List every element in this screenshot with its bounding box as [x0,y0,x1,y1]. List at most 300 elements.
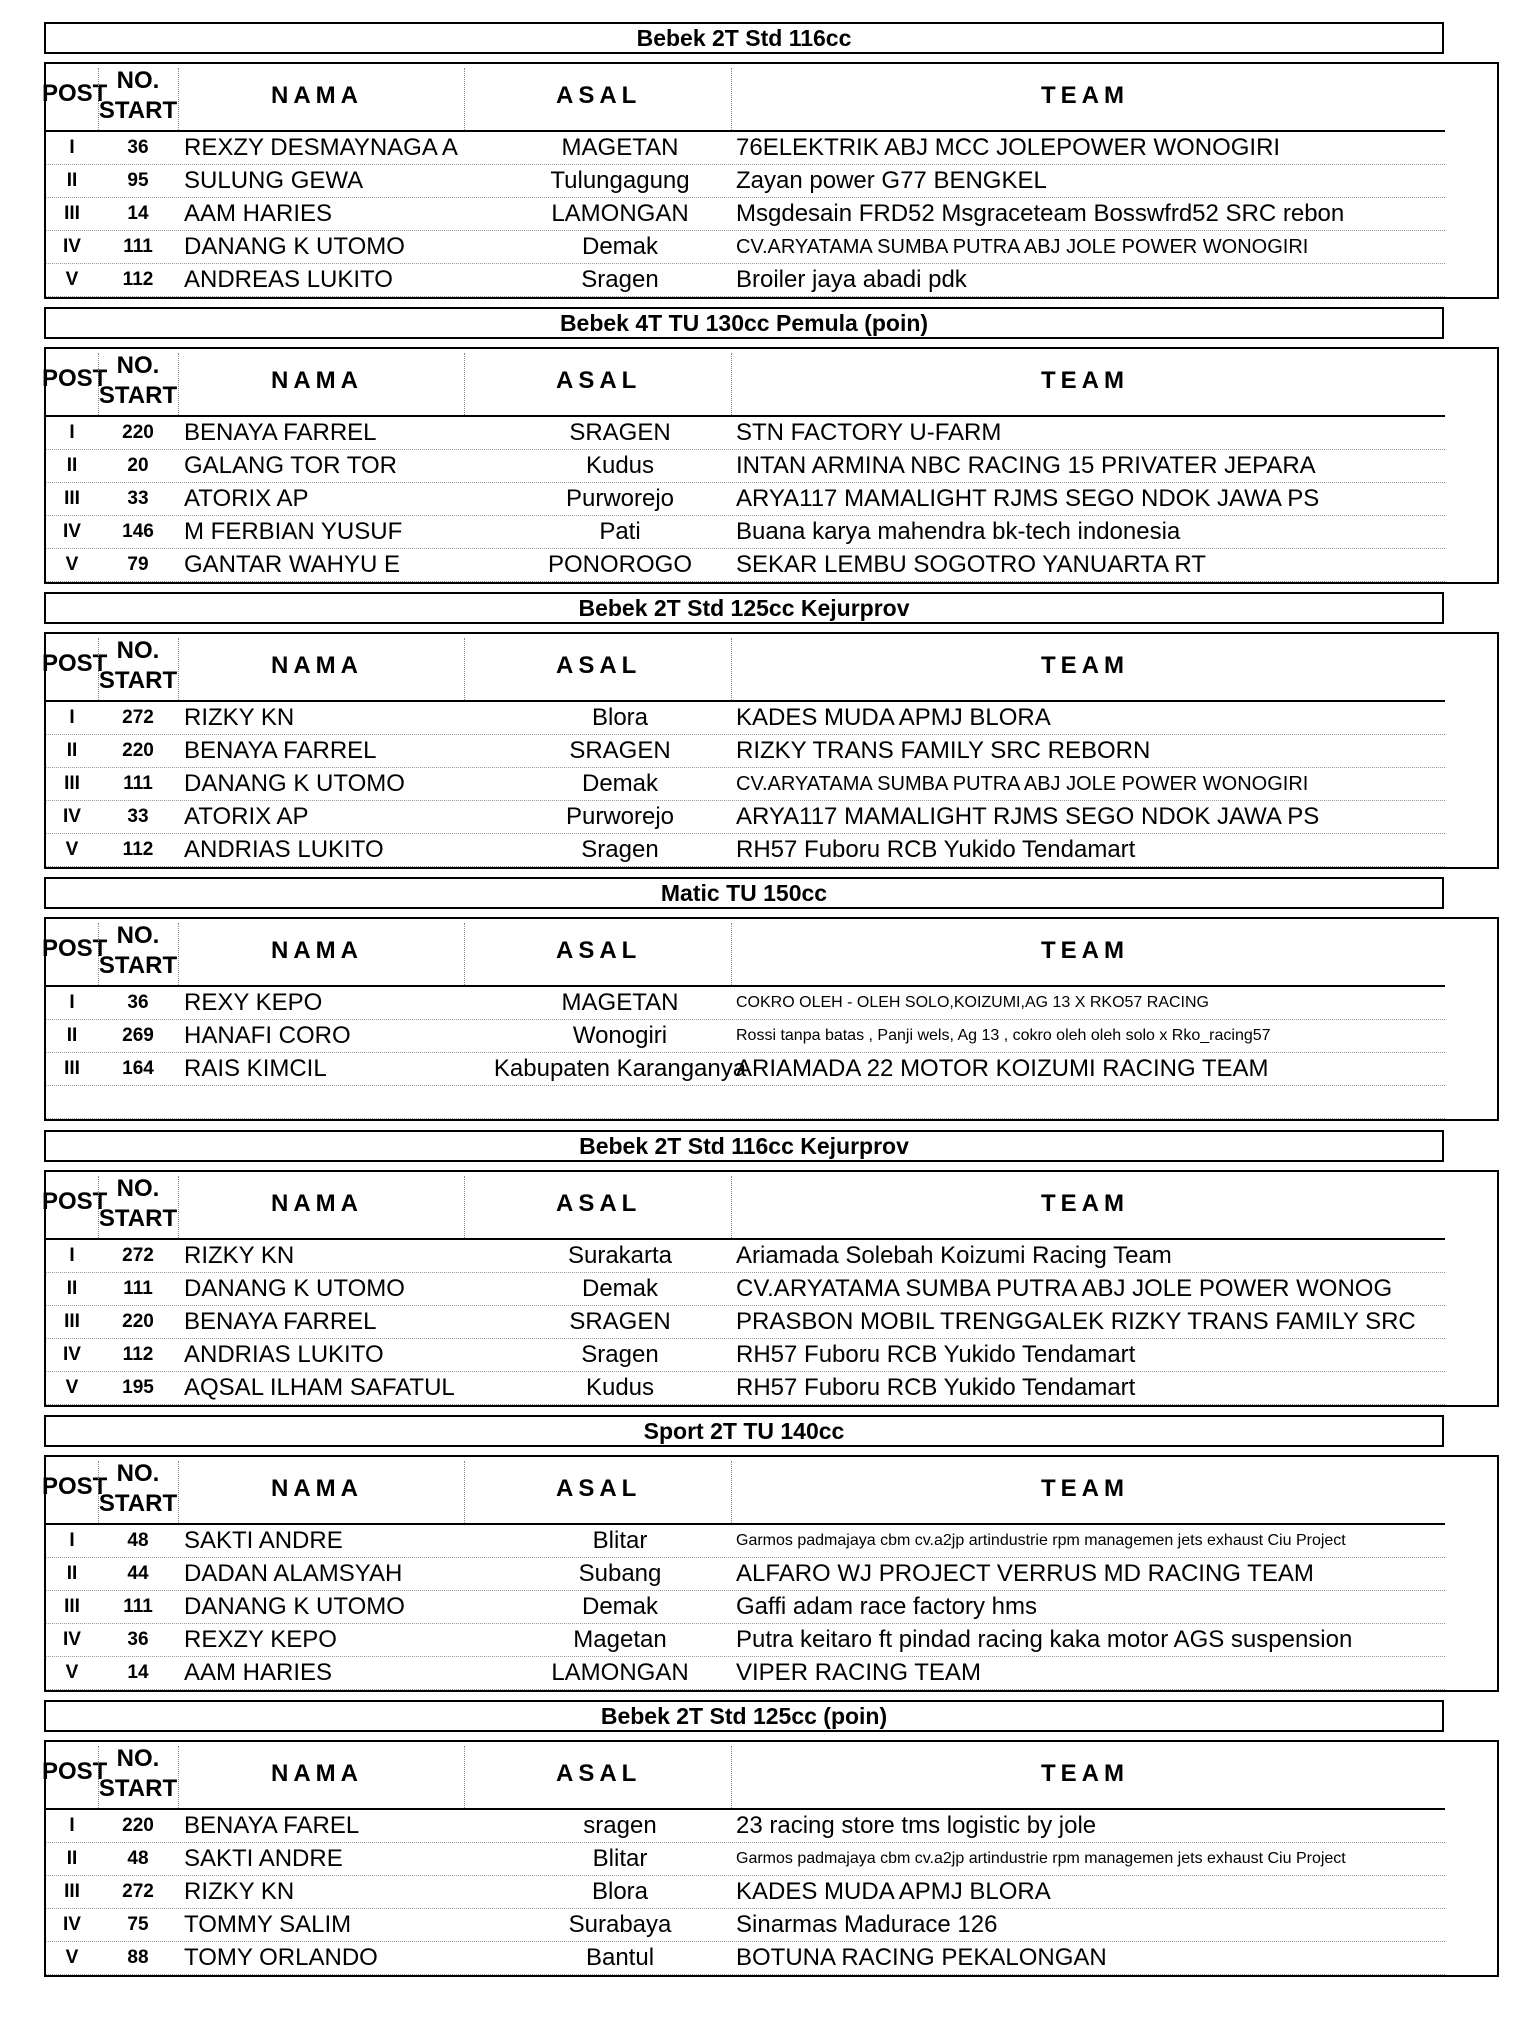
header-start: START [98,382,178,409]
cell-origin: Kudus [585,452,655,479]
header-no: NO. [116,1745,160,1772]
column-divider [731,1746,732,1808]
cell-team: ARIAMADA 22 MOTOR KOIZUMI RACING TEAM [736,1055,1269,1082]
cell-rider-name: DANANG K UTOMO [184,770,405,797]
table-row [46,1306,1445,1339]
header-nama: NAMA [271,1475,363,1502]
header-nama: NAMA [271,367,363,394]
cell-rider-name: ANDRIAS LUKITO [184,1341,384,1368]
header-no: NO. [116,1460,160,1487]
cell-team: Msgdesain FRD52 Msgraceteam Bosswfrd52 SRC rebon [736,200,1345,227]
header-nama: NAMA [271,1190,363,1217]
cell-team: VIPER RACING TEAM [736,1659,981,1686]
cell-start-number: 111 [123,1596,153,1617]
cell-team: COKRO OLEH - OLEH SOLO,KOIZUMI,AG 13 X RKO57 RACING [736,994,1209,1011]
table-row [46,1525,1445,1558]
table-header [42,1172,1445,1240]
header-no-start [98,351,178,411]
section-title: Sport 2T TU 140cc [44,1415,1444,1447]
header-team: TEAM [1041,1190,1129,1217]
cell-origin: Bantul [585,1944,655,1971]
cell-origin: Purworejo [565,485,675,512]
cell-rider-name: AAM HARIES [184,200,333,227]
column-divider [464,923,465,985]
table-row [46,1240,1445,1273]
section-title: Bebek 2T Std 116cc [44,22,1444,54]
column-divider [178,353,179,415]
table-header [42,1457,1445,1525]
column-divider [178,68,179,130]
cell-position: II [66,170,78,191]
table-body [46,1525,1445,1690]
table-row [46,1086,1445,1119]
cell-start-number: 112 [122,839,154,860]
header-team: TEAM [1041,1760,1129,1787]
cell-rider-name: ATORIX AP [184,485,309,512]
column-divider [98,1461,99,1523]
cell-origin: Sragen [581,266,659,293]
header-no-start [98,1174,178,1234]
cell-team: Gaffi adam race factory hms [736,1593,1038,1620]
cell-origin: Blora [591,1878,649,1905]
column-divider [731,1461,732,1523]
column-divider [464,353,465,415]
cell-team: SEKAR LEMBU SOGOTRO YANUARTA RT [736,551,1206,578]
cell-rider-name: DADAN ALAMSYAH [184,1560,403,1587]
results-table [44,1170,1499,1407]
cell-position: III [64,1311,80,1332]
results-table [44,1455,1499,1692]
column-divider [98,638,99,700]
cell-start-number: 111 [123,773,153,794]
cell-rider-name: AAM HARIES [184,1659,333,1686]
cell-team: RIZKY TRANS FAMILY SRC REBORN [736,737,1151,764]
column-divider [178,1461,179,1523]
cell-start-number: 88 [127,1947,149,1968]
cell-origin: Demak [581,233,659,260]
section-title: Bebek 2T Std 125cc (poin) [44,1700,1444,1732]
cell-rider-name: BENAYA FAREL [184,1812,360,1839]
cell-origin: Kabupaten Karanganya [493,1055,747,1082]
cell-position: III [64,773,80,794]
header-asal: ASAL [556,367,642,394]
header-team: TEAM [1041,367,1129,394]
cell-origin: Surakarta [567,1242,673,1269]
header-pos: POST [42,1188,108,1215]
cell-position: I [69,707,75,728]
column-divider [464,1461,465,1523]
cell-start-number: 112 [122,1344,154,1365]
header-nama: NAMA [271,652,363,679]
header-start: START [98,97,178,124]
cell-team: 76ELEKTRIK ABJ MCC JOLEPOWER WONOGIRI [736,134,1281,161]
header-no-start [98,1744,178,1804]
cell-team: Sinarmas Madurace 126 [736,1911,998,1938]
cell-start-number: 75 [127,1914,149,1935]
table-body [46,132,1445,297]
table-body [46,1240,1445,1405]
column-divider [178,638,179,700]
cell-start-number: 48 [127,1848,149,1869]
cell-position: III [64,1058,80,1079]
table-row [46,834,1445,867]
table-row [46,1273,1445,1306]
cell-start-number: 44 [127,1563,149,1584]
header-start: START [98,952,178,979]
table-row [46,1020,1445,1053]
table-body [46,1810,1445,1975]
cell-origin: Purworejo [565,803,675,830]
cell-team: 23 racing store tms logistic by jole [736,1812,1097,1839]
table-row [46,1843,1445,1876]
header-start: START [98,667,178,694]
cell-rider-name: BENAYA FARREL [184,1308,377,1335]
table-row [46,264,1445,297]
cell-rider-name: SAKTI ANDRE [184,1845,343,1872]
cell-start-number: 20 [127,455,149,476]
table-row [46,1339,1445,1372]
cell-start-number: 14 [127,203,149,224]
cell-team: INTAN ARMINA NBC RACING 15 PRIVATER JEPARA [736,452,1316,479]
cell-position: I [69,992,75,1013]
cell-position: V [65,839,79,860]
cell-team: RH57 Fuboru RCB Yukido Tendamart [736,1374,1136,1401]
cell-origin: sragen [583,1812,657,1839]
cell-rider-name: REXZY KEPO [184,1626,337,1653]
header-asal: ASAL [556,1760,642,1787]
table-row [46,1810,1445,1843]
cell-rider-name: HANAFI CORO [184,1022,351,1049]
cell-rider-name: RAIS KIMCIL [184,1055,327,1082]
results-table [44,632,1499,869]
cell-team: Zayan power G77 BENGKEL [736,167,1047,194]
header-nama: NAMA [271,82,363,109]
cell-position: V [65,1947,79,1968]
cell-team: CV.ARYATAMA SUMBA PUTRA ABJ JOLE POWER WONOGIRI [736,236,1309,258]
cell-origin: Demak [581,1593,659,1620]
header-start: START [98,1205,178,1232]
cell-rider-name: SAKTI ANDRE [184,1527,343,1554]
table-body [46,702,1445,867]
table-row [46,987,1445,1020]
header-no: NO. [116,67,160,94]
header-pos: POST [42,1758,108,1785]
results-table [44,917,1499,1121]
cell-start-number: 111 [123,236,153,257]
cell-origin: PONOROGO [547,551,692,578]
cell-team: ARYA117 MAMALIGHT RJMS SEGO NDOK JAWA PS [736,485,1320,512]
cell-rider-name: ANDREAS LUKITO [184,266,393,293]
cell-team: Buana karya mahendra bk-tech indonesia [736,518,1181,545]
cell-origin: SRAGEN [569,737,671,764]
table-row [46,417,1445,450]
cell-origin: Tulungagung [550,167,690,194]
cell-start-number: 112 [122,269,154,290]
cell-team: STN FACTORY U-FARM [736,419,1002,446]
column-divider [98,923,99,985]
results-table [44,62,1499,299]
header-no: NO. [116,922,160,949]
header-nama: NAMA [271,937,363,964]
header-team: TEAM [1041,82,1129,109]
cell-start-number: 220 [122,1311,154,1332]
header-team: TEAM [1041,1475,1129,1502]
column-divider [464,1746,465,1808]
cell-rider-name: DANANG K UTOMO [184,1593,405,1620]
cell-origin: Demak [581,1275,659,1302]
cell-origin: Blitar [592,1527,648,1554]
cell-rider-name: BENAYA FARREL [184,419,377,446]
cell-position: IV [63,521,81,542]
header-no: NO. [116,637,160,664]
cell-team: BOTUNA RACING PEKALONGAN [736,1944,1107,1971]
cell-rider-name: M FERBIAN YUSUF [184,518,403,545]
cell-origin: Pati [599,518,641,545]
cell-position: II [66,740,78,761]
table-body [46,987,1445,1119]
table-header [42,634,1445,702]
cell-position: IV [63,806,81,827]
cell-start-number: 220 [122,740,154,761]
table-row [46,1372,1445,1405]
table-row [46,1909,1445,1942]
cell-start-number: 220 [122,422,154,443]
cell-rider-name: SULUNG GEWA [184,167,364,194]
cell-team: CV.ARYATAMA SUMBA PUTRA ABJ JOLE POWER WONOGIRI [736,773,1309,795]
section-title: Matic TU 150cc [44,877,1444,909]
column-divider [98,1176,99,1238]
cell-rider-name: ATORIX AP [184,803,309,830]
header-pos: POST [42,365,108,392]
cell-origin: Subang [578,1560,662,1587]
cell-origin: Kudus [585,1374,655,1401]
cell-start-number: 269 [122,1025,154,1046]
cell-position: V [65,269,79,290]
cell-start-number: 111 [123,1278,153,1299]
column-divider [98,1746,99,1808]
header-no-start [98,921,178,981]
header-pos: POST [42,935,108,962]
cell-rider-name: GANTAR WAHYU E [184,551,401,578]
cell-rider-name: RIZKY KN [184,1878,295,1905]
cell-origin: SRAGEN [569,419,671,446]
cell-rider-name: TOMY ORLANDO [184,1944,378,1971]
cell-position: II [66,455,78,476]
table-row [46,165,1445,198]
header-asal: ASAL [556,1475,642,1502]
cell-position: I [69,422,75,443]
cell-rider-name: GALANG TOR TOR [184,452,397,479]
cell-origin: Sragen [581,836,659,863]
column-divider [178,923,179,985]
column-divider [178,1746,179,1808]
cell-origin: Blitar [592,1845,648,1872]
table-row [46,1876,1445,1909]
cell-start-number: 146 [122,521,154,542]
column-divider [464,638,465,700]
header-no-start [98,636,178,696]
cell-team: RH57 Fuboru RCB Yukido Tendamart [736,1341,1136,1368]
table-header [42,64,1445,132]
column-divider [731,1176,732,1238]
header-asal: ASAL [556,82,642,109]
column-divider [98,353,99,415]
cell-position: I [69,1815,75,1836]
cell-position: IV [63,1629,81,1650]
cell-origin: LAMONGAN [551,1659,689,1686]
cell-position: I [69,1530,75,1551]
table-row [46,231,1445,264]
cell-origin: LAMONGAN [551,200,689,227]
cell-rider-name: RIZKY KN [184,1242,295,1269]
cell-start-number: 79 [127,554,149,575]
cell-team: Ariamada Solebah Koizumi Racing Team [736,1242,1172,1269]
header-pos: POST [42,1473,108,1500]
cell-origin: MAGETAN [561,989,679,1016]
header-pos: POST [42,650,108,677]
cell-start-number: 33 [127,806,149,827]
cell-origin: SRAGEN [569,1308,671,1335]
section-title: Bebek 2T Std 116cc Kejurprov [44,1130,1444,1162]
column-divider [178,1176,179,1238]
cell-team: KADES MUDA APMJ BLORA [736,704,1051,731]
cell-start-number: 220 [122,1815,154,1836]
cell-origin: Surabaya [568,1911,672,1938]
column-divider [464,1176,465,1238]
cell-rider-name: ANDRIAS LUKITO [184,836,384,863]
cell-origin: Magetan [573,1626,667,1653]
table-row [46,1942,1445,1975]
cell-origin: MAGETAN [561,134,679,161]
cell-start-number: 14 [127,1662,149,1683]
cell-position: V [65,1377,79,1398]
cell-position: II [66,1278,78,1299]
cell-position: III [64,488,80,509]
column-divider [464,68,465,130]
cell-rider-name: REXZY DESMAYNAGA A [184,134,458,161]
cell-position: II [66,1025,78,1046]
cell-start-number: 195 [122,1377,154,1398]
table-row [46,1624,1445,1657]
cell-position: II [66,1848,78,1869]
cell-start-number: 272 [122,707,154,728]
cell-rider-name: DANANG K UTOMO [184,1275,405,1302]
column-divider [98,68,99,130]
cell-start-number: 272 [122,1245,154,1266]
header-pos: POST [42,80,108,107]
cell-position: II [66,1563,78,1584]
column-divider [731,638,732,700]
table-row [46,1558,1445,1591]
table-row [46,450,1445,483]
table-row [46,516,1445,549]
header-start: START [98,1490,178,1517]
table-row [46,702,1445,735]
cell-position: III [64,1881,80,1902]
table-row [46,198,1445,231]
header-no-start [98,1459,178,1519]
header-team: TEAM [1041,652,1129,679]
cell-origin: Sragen [581,1341,659,1368]
cell-position: I [69,137,75,158]
cell-origin: Wonogiri [572,1022,668,1049]
table-row [46,768,1445,801]
cell-start-number: 95 [127,170,149,191]
table-row [46,735,1445,768]
cell-position: IV [63,236,81,257]
cell-position: V [65,554,79,575]
cell-rider-name: DANANG K UTOMO [184,233,405,260]
cell-team: RH57 Fuboru RCB Yukido Tendamart [736,836,1136,863]
table-header [42,349,1445,417]
cell-start-number: 36 [127,1629,149,1650]
section-title: Bebek 2T Std 125cc Kejurprov [44,592,1444,624]
cell-team: Broiler jaya abadi pdk [736,266,967,293]
header-asal: ASAL [556,937,642,964]
header-no: NO. [116,352,160,379]
cell-position: III [64,1596,80,1617]
cell-team: Rossi tanpa batas , Panji wels, Ag 13 , cokro oleh oleh solo x Rko_racing57 [736,1027,1271,1044]
header-asal: ASAL [556,652,642,679]
cell-start-number: 272 [122,1881,154,1902]
table-row [46,549,1445,582]
cell-start-number: 36 [127,137,149,158]
table-header [42,919,1445,987]
cell-start-number: 36 [127,992,149,1013]
cell-team: ARYA117 MAMALIGHT RJMS SEGO NDOK JAWA PS [736,803,1320,830]
header-start: START [98,1775,178,1802]
cell-rider-name: TOMMY SALIM [184,1911,352,1938]
results-table [44,1740,1499,1977]
cell-origin: Blora [591,704,649,731]
cell-rider-name: BENAYA FARREL [184,737,377,764]
cell-position: IV [63,1344,81,1365]
cell-team: PRASBON MOBIL TRENGGALEK RIZKY TRANS FAMILY SRC [736,1308,1416,1335]
table-row [46,1053,1445,1086]
cell-position: III [64,203,80,224]
column-divider [731,923,732,985]
table-row [46,1657,1445,1690]
cell-position: I [69,1245,75,1266]
table-row [46,132,1445,165]
table-header [42,1742,1445,1810]
column-divider [731,353,732,415]
cell-start-number: 48 [127,1530,149,1551]
cell-team: KADES MUDA APMJ BLORA [736,1878,1051,1905]
cell-position: IV [63,1914,81,1935]
cell-rider-name: AQSAL ILHAM SAFATUL [184,1374,455,1401]
cell-team: Garmos padmajaya cbm cv.a2jp artindustrie rpm managemen jets exhaust Ciu Project [736,1532,1346,1549]
header-team: TEAM [1041,937,1129,964]
cell-team: ALFARO WJ PROJECT VERRUS MD RACING TEAM [736,1560,1314,1587]
cell-team: CV.ARYATAMA SUMBA PUTRA ABJ JOLE POWER WONOG [736,1275,1393,1302]
cell-position: V [65,1662,79,1683]
cell-start-number: 33 [127,488,149,509]
header-nama: NAMA [271,1760,363,1787]
header-no: NO. [116,1175,160,1202]
cell-rider-name: RIZKY KN [184,704,295,731]
cell-team: Garmos padmajaya cbm cv.a2jp artindustrie rpm managemen jets exhaust Ciu Project [736,1850,1346,1867]
cell-rider-name: REXY KEPO [184,989,323,1016]
cell-team: Putra keitaro ft pindad racing kaka motor AGS suspension [736,1626,1353,1653]
column-divider [731,68,732,130]
table-row [46,483,1445,516]
section-title: Bebek 4T TU 130cc Pemula (poin) [44,307,1444,339]
table-row [46,801,1445,834]
header-no-start [98,66,178,126]
results-table [44,347,1499,584]
table-body [46,417,1445,582]
